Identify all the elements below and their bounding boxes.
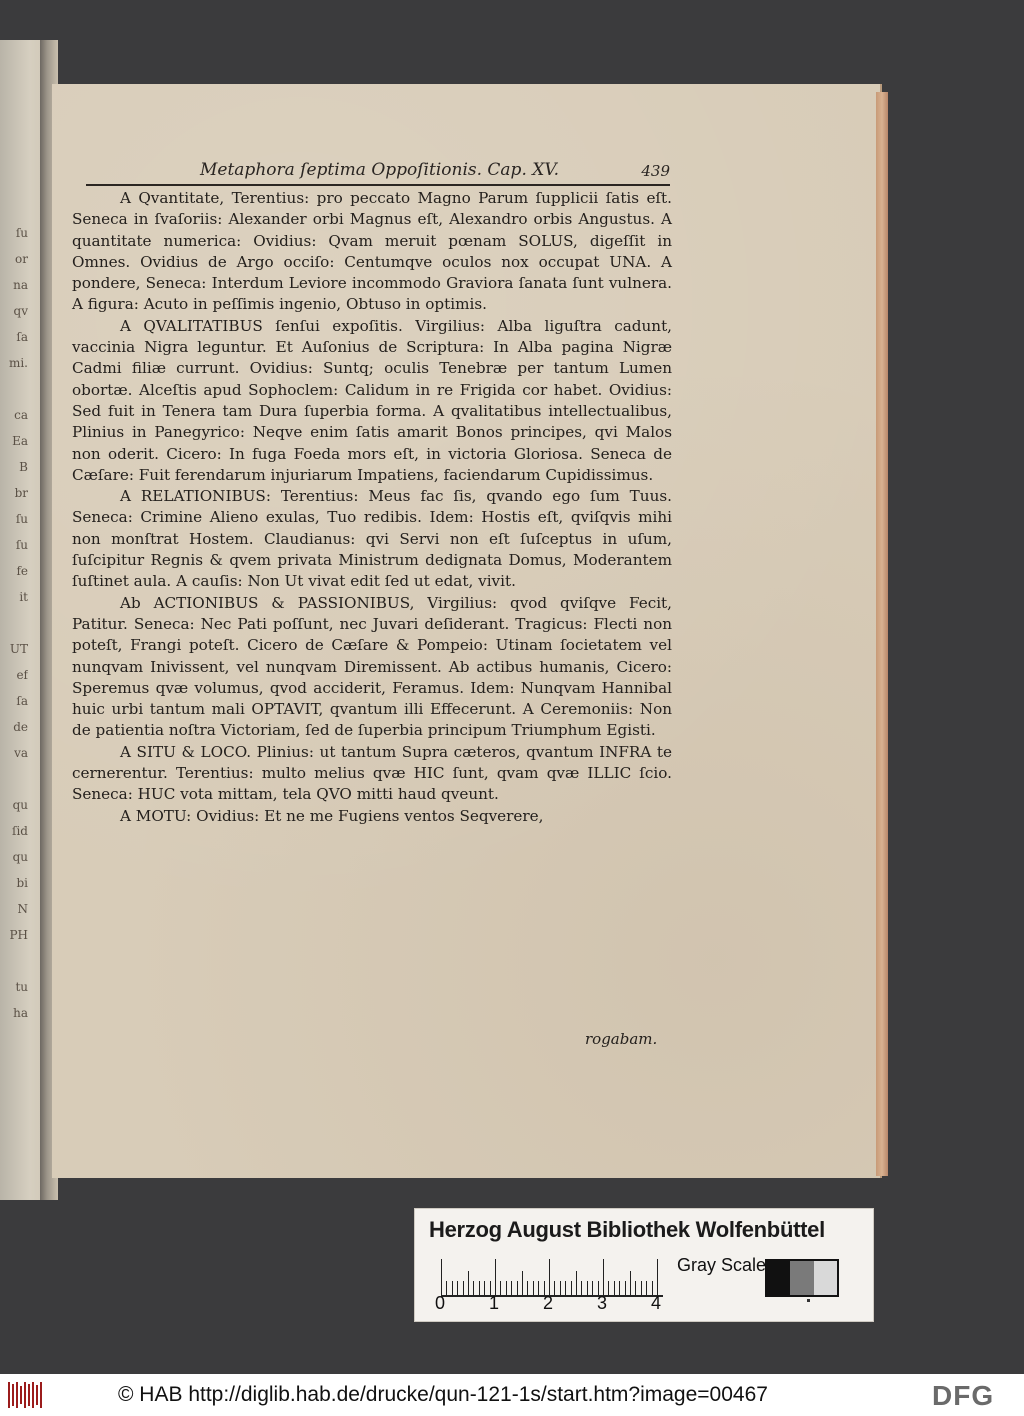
ruler-tick <box>441 1259 442 1295</box>
gray-patch <box>790 1261 813 1295</box>
header-rule <box>86 184 670 186</box>
running-title: Metaphora ſeptima Oppoſitionis. Cap. XV. <box>200 160 560 180</box>
ruler-number: 1 <box>489 1293 500 1313</box>
ruler-numbers <box>435 1293 695 1315</box>
ruler-icon <box>441 1257 663 1297</box>
ruler-tick <box>630 1271 631 1295</box>
ruler-tick <box>522 1271 523 1295</box>
barcode-icon <box>8 1382 44 1408</box>
page-number: 439 <box>641 162 670 180</box>
page-text <box>72 188 672 827</box>
paragraph-motu: A MOTU: Ovidius: Et ne me Fugiens ventos Seqverere, <box>120 806 544 825</box>
paragraph-situ-loco: A SITU & LOCO. Plinius: ut tantum Supra cæteros, qvantum INFRA te cernerentur. Terentius: multo melius qvæ HIC ſunt, qvam qvæ ILLIC ſcio. Seneca: HUC vota mittam, tela QVO mitti haud qveunt. <box>72 742 672 804</box>
ruler-tick <box>468 1271 469 1295</box>
paragraph-qualitatibus: A QVALITATIBUS ſenſui expoſitis. Virgilius: Alba liguſtra cadunt, vaccinia Nigra leguntur. Et Auſonius de Scriptura: In Alba pagina Nigræ Cadmi filiæ currunt. Ovidius: Suntq; oculis Tenebræ per tantum Lumen obortæ. Alceſtis apud Sophoclem: Calidum in re Frigida cor habet. Ovidius: Sed fuit in Tenera tam Dura ſuperbia forma. A qvalitatibus intellectualibus, Plinius in Panegyrico: Neqve enim ſatis amarit Bonos principes, qvi Malos non oderit. Cicero: In fuga Foeda mors eſt, in victoria Gloriosa. Seneca de Cæſare: Fuit ferendarum injuriarum Impatiens, faciendarum Cupidissimus. <box>72 316 672 484</box>
page-edge <box>876 92 888 1176</box>
ruler-tick <box>549 1259 550 1295</box>
viewer-footer <box>0 1374 1024 1416</box>
gray-patch <box>767 1261 790 1295</box>
ruler-number: 0 <box>435 1293 446 1313</box>
paragraph-quantitate: A Qvantitate, Terentius: pro peccato Magno Parum ſupplicii ſatis eſt. Seneca in ſvaſoriis: Alexander orbi Magnus eſt, Alexandro orbis Angustus. A quantitate numerica: Ovidius: Qvam meruit pœnam SOLUS, digeſſit in Omnes. Ovidius de Argo occiſo: Centumqve oculos nox occupat UNA. A pondere, Seneca: Interdum Leviore incommodo Graviora ſanata ſunt vulnera. A figura: Acuto in peſſimis ingenio, Obtuso in optimis. <box>72 189 672 314</box>
color-scale-card <box>414 1208 874 1322</box>
previous-page-text-glimpse: ſu or na qv ſa mi. ca Ea B br ſu ſu fe it UT ef ſa de va qu ſid qu bi N PH tu ha <box>8 226 28 1020</box>
gray-patch <box>814 1261 837 1295</box>
catchword: rogabam. <box>585 1030 658 1048</box>
ruler-tick <box>576 1271 577 1295</box>
gray-scale-patches <box>765 1259 839 1297</box>
ruler-number: 3 <box>597 1293 608 1313</box>
ruler-number: 4 <box>651 1293 662 1313</box>
copyright-url[interactable]: © HAB http://diglib.hab.de/drucke/qun-121-1s/start.htm?image=00467 <box>118 1383 768 1406</box>
ruler-number: 2 <box>543 1293 554 1313</box>
ruler-tick <box>495 1259 496 1295</box>
ruler-tick <box>603 1259 604 1295</box>
page-header <box>200 160 670 186</box>
dfg-logo: DFG <box>932 1380 995 1411</box>
paragraph-actionibus: Ab ACTIONIBUS & PASSIONIBUS, Virgilius: qvod qviſqve Fecit, Patitur. Seneca: Nec Pati poſſunt, nec Juvari deſiderant. Tragicus: Flecti non poteſt, Frangi poteſt. Cicero de Cæſare & Pompeio: Utinam ſocietatem vel nunqvam Inivissent, vel nunqvam Diremissent. Ab actibus humanis, Cicero: Speremus qvæ volumus, qvod acciderit, Feramus. Idem: Nunqvam Hannibal huic urbi tantum mali OPTAVIT, qvantum illi Effecerunt. A Ceremoniis: Non de patientia noſtra Victoriam, ſed de ſuperbia principum Triumphum Egisti. <box>72 593 672 740</box>
library-name: Herzog August Bibliothek Wolfenbüttel <box>429 1217 825 1242</box>
gray-scale-label: Gray Scale <box>677 1255 767 1275</box>
paragraph-relationibus: A RELATIONIBUS: Terentius: Meus fac ſis, qvando ego ſum Tuus. Seneca: Crimine Alieno exulas, Tuo redibis. Idem: Hostis eſt, qviſqvis mihi non monſtrat Hostem. Claudianus: qvi Servi non eſt ſuſceptus in uſum, ſuſcipitur Regnis & qvem privata Ministrum dedignata Domus, Moderantem ſuſtinet aula. A cauſis: Non Ut vivat edit ſed ut edat, vivit. <box>72 487 672 591</box>
ruler-tick <box>657 1259 658 1295</box>
registration-dot <box>807 1299 810 1302</box>
